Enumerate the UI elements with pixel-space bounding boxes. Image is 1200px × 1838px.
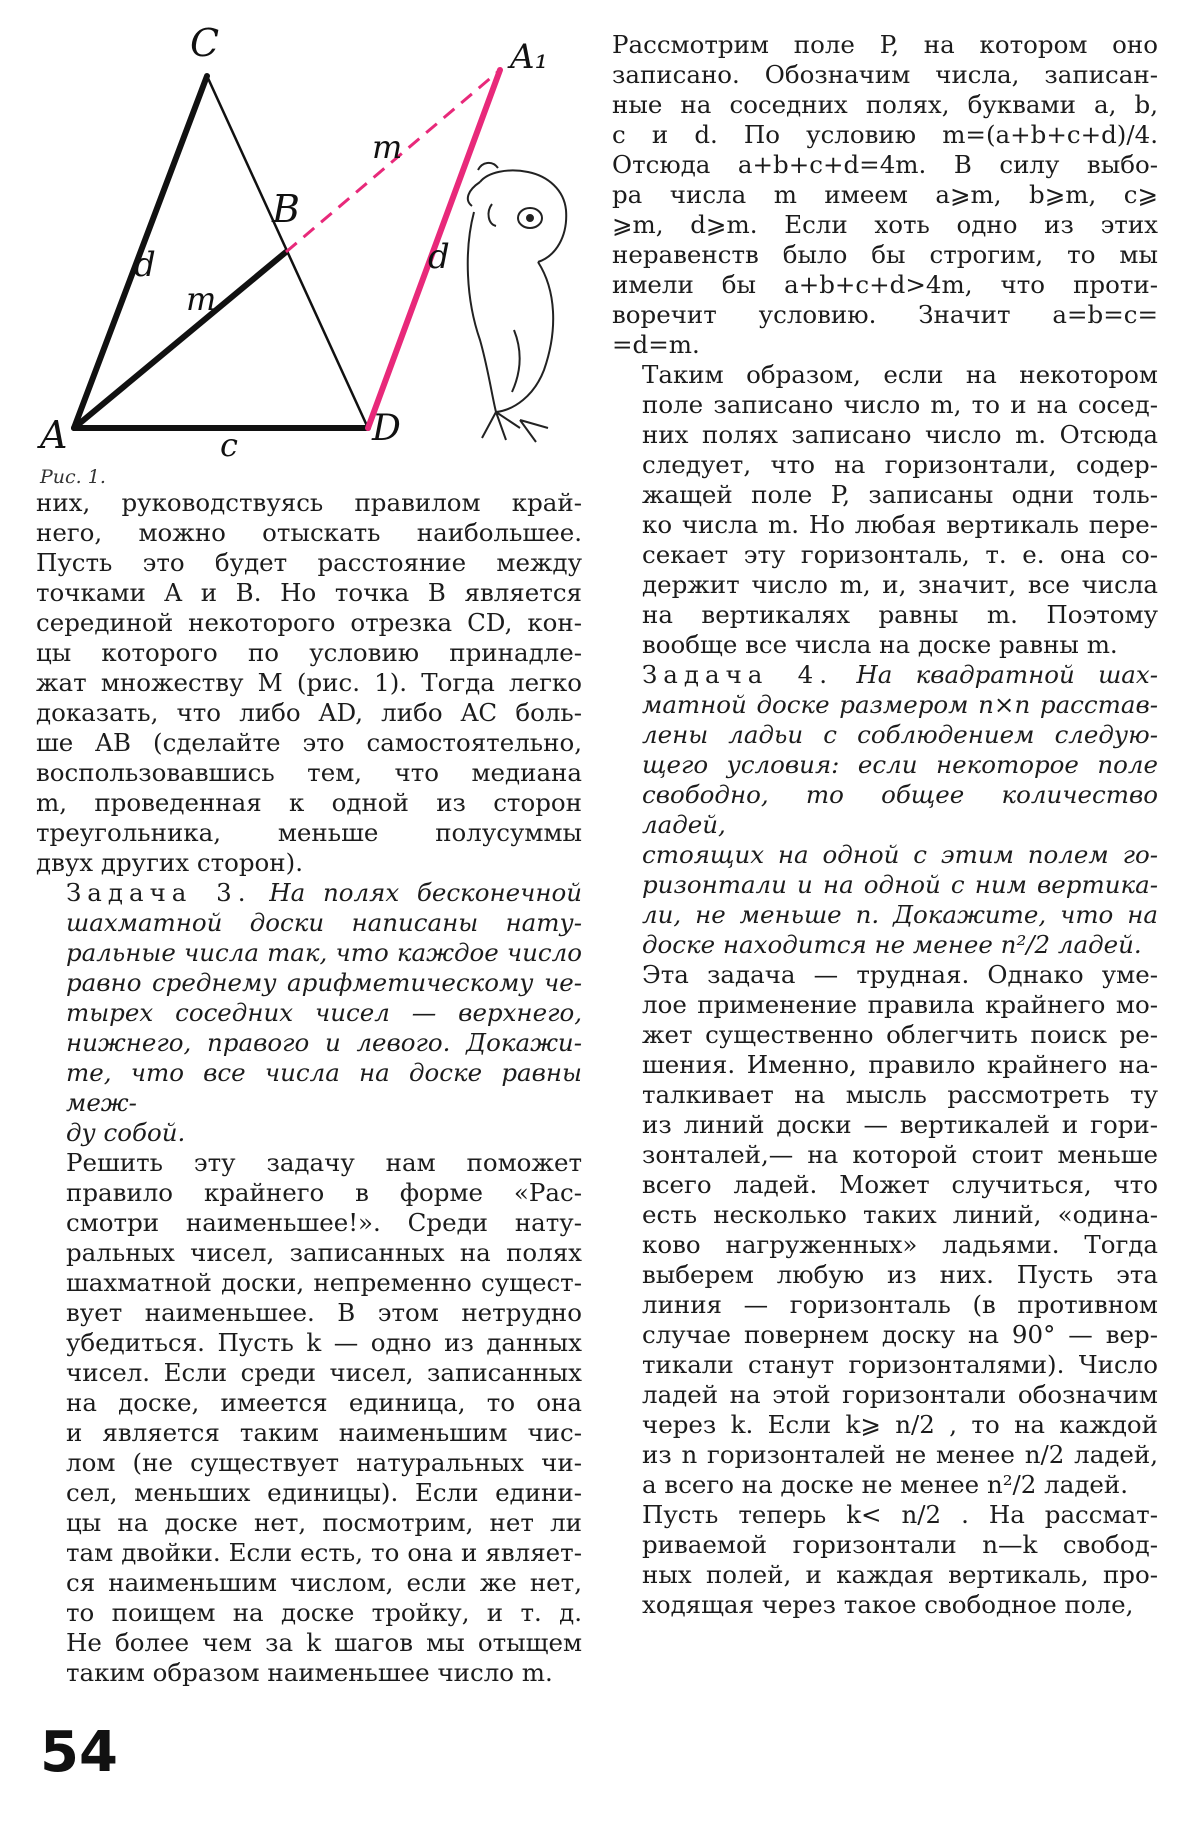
text-line: талкивает на мысль рассмотреть ту [642, 1080, 1158, 1109]
text-line: линия — горизонталь (в противном [642, 1290, 1158, 1319]
text-line: c и d. По условию m=(a+b+c+d)/4. [612, 120, 1158, 149]
text-line: выберем любую из них. Пусть эта [642, 1260, 1158, 1289]
text-line: цы на доске нет, посмотрим, нет ли [66, 1508, 582, 1537]
right-paragraph-1 [612, 30, 1158, 360]
left-paragraph-1 [36, 488, 582, 878]
text-line: вует наименьшее. В этом нетрудно [66, 1298, 582, 1327]
text-line: всего ладей. Может случиться, что [642, 1170, 1158, 1199]
text-line [66, 1058, 582, 1118]
text-line: точками A и B. Но точка B является [36, 578, 582, 607]
label-C: C [190, 21, 220, 65]
text-line: ся наименьшим числом, если же нет, [66, 1568, 582, 1597]
text-line: ные на соседних полях, буквами a, b, [612, 90, 1158, 119]
text-line [642, 690, 1158, 720]
task-4 [612, 660, 1158, 960]
text-line: записано. Обозначим числа, записан- [612, 60, 1158, 89]
task-text: стоящих на одной с этим полем го- [642, 840, 1158, 869]
text-line: ра числа m имеем a⩾m, b⩾m, c⩾ [612, 180, 1158, 209]
text-line: шения. Именно, правило крайнего на- [642, 1050, 1158, 1079]
task-text: матной доске размером n×n расстав- [642, 690, 1158, 719]
text-line: имели бы a+b+c+d>4m, что проти- [612, 270, 1158, 299]
text-line: них полях записано число m. Отсюда [642, 420, 1158, 449]
text-line: лом (не существует натуральных чи- [66, 1448, 582, 1477]
text-line [642, 840, 1158, 870]
text-line [66, 908, 582, 938]
text-line: есть несколько таких линий, «одина- [642, 1200, 1158, 1229]
text-line: риваемой горизонтали n—k свобод- [642, 1530, 1158, 1559]
text-line: Не более чем за k шагов мы отыщем [66, 1628, 582, 1657]
text-line: ладей на этой горизонтали обозначим [642, 1380, 1158, 1409]
text-line: из n горизонталей не менее n/2 ладей, [642, 1440, 1158, 1469]
task-text: ду собой. [66, 1118, 186, 1147]
text-line: неравенств было бы строгим, то мы [612, 240, 1158, 269]
label-m-mid: m [186, 280, 217, 318]
text-line: них, руководствуясь правилом край- [36, 488, 582, 517]
text-line: воспользовавшись тем, что медиана [36, 758, 582, 787]
text-line: сел, меньших единицы). Если едини- [66, 1478, 582, 1507]
text-line: из линий доски — вертикалей и гори- [642, 1110, 1158, 1139]
text-line: доказать, что либо AD, либо AC боль- [36, 698, 582, 727]
text-line: чисел. Если среди чисел, записанных [66, 1358, 582, 1387]
triangle-diagram [36, 0, 582, 488]
text-line [642, 900, 1158, 930]
text-line: двух других сторон). [36, 848, 303, 877]
text-line: Отсюда a+b+c+d=4m. В силу выбо- [612, 150, 1158, 179]
text-line: Пусть это будет расстояние между [36, 548, 582, 577]
text-line: цы которого по условию принадле- [36, 638, 582, 667]
text-line: Решить эту задачу нам поможет [66, 1148, 582, 1177]
task-text: равно среднему арифметическому че- [66, 968, 582, 997]
task-text: щего условия: если некоторое поле [642, 750, 1158, 779]
label-m-top: m [372, 128, 403, 166]
text-line: убедиться. Пусть k — одно из данных [66, 1328, 582, 1357]
text-line [66, 998, 582, 1028]
task-text: ризонтали и на одной с ним вертика- [642, 870, 1158, 899]
text-line [642, 780, 1158, 840]
task-text: доске находится не менее n²/2 ладей. [642, 930, 1142, 959]
task-text: ли, не меньше n. Докажите, что на [642, 900, 1158, 929]
text-line: следует, что на горизонтали, содер- [642, 450, 1158, 479]
text-line: Рассмотрим поле P, на котором оно [612, 30, 1158, 59]
text-line: жат множеству M (рис. 1). Тогда легко [36, 668, 582, 697]
task-text: ральные числа так, что каждое число [66, 938, 582, 967]
task-text: шахматной доски написаны нату- [66, 908, 582, 937]
text-line: секает эту горизонталь, т. е. она со- [642, 540, 1158, 569]
text-line: вообще все числа на доске равны m. [642, 630, 1118, 659]
right-paragraph-4 [612, 960, 1158, 1500]
figure-1 [36, 0, 582, 488]
task-text: свободно, то общее количество ладей, [642, 780, 1158, 839]
label-A1: A₁ [510, 37, 549, 77]
text-line: ных полей, и каждая вертикаль, про- [642, 1560, 1158, 1589]
text-line: ральных чисел, записанных на полях [66, 1238, 582, 1267]
text-line: поле записано число m, то и на сосед- [642, 390, 1158, 419]
text-line [642, 930, 1158, 960]
label-D: D [372, 408, 401, 449]
task-text: нижнего, правого и левого. Докажи- [66, 1028, 582, 1057]
task-label: Задача 4. [642, 660, 834, 689]
text-line: жет существенно облегчить поиск ре- [642, 1020, 1158, 1049]
text-line: то поищем на доске тройку, и т. д. [66, 1598, 582, 1627]
text-line [66, 878, 582, 908]
text-line: Таким образом, если на некотором [642, 360, 1158, 389]
text-line: на доске, имеется единица, то она [66, 1388, 582, 1417]
text-line: и является таким наименьшим чис- [66, 1418, 582, 1447]
figure-caption: Рис. 1. [40, 466, 106, 488]
text-line: m, проведенная к одной из сторон [36, 788, 582, 817]
text-line [66, 938, 582, 968]
text-line: правило крайнего в форме «Рас- [66, 1178, 582, 1207]
label-d-left: d [134, 245, 156, 285]
text-line: зонталей,— на которой стоит меньше [642, 1140, 1158, 1169]
task-text: На полях бесконечной [269, 878, 582, 907]
text-line: через k. Если k⩾ n/2 , то на каждой [642, 1410, 1158, 1439]
task-label: Задача 3. [66, 878, 252, 907]
text-line: Пусть теперь k< n/2 . На рассмат- [642, 1500, 1158, 1529]
label-c: c [220, 426, 238, 464]
text-line: тикали станут горизонталями). Число [642, 1350, 1158, 1379]
text-line [642, 720, 1158, 750]
text-line [642, 660, 1158, 690]
bird-doodle [468, 163, 566, 442]
text-line: серединой некоторого отрезка CD, кон- [36, 608, 582, 637]
text-line [66, 1118, 582, 1148]
text-line [642, 750, 1158, 780]
text-line: а всего на доске не менее n²/2 ладей. [642, 1470, 1129, 1499]
text-line: треугольника, меньше полусуммы [36, 818, 582, 847]
text-line: жащей поле P, записаны одни толь- [642, 480, 1158, 509]
text-line: таким образом наименьшее число m. [66, 1658, 553, 1687]
text-line: шахматной доски, непременно сущест- [66, 1268, 582, 1297]
right-paragraph-2 [612, 360, 1158, 660]
task-text: тырех соседних чисел — верхнего, [66, 998, 582, 1027]
text-line: него, можно отыскать наибольшее. [36, 518, 582, 547]
text-line: лое применение правила крайнего мо- [642, 990, 1158, 1019]
text-line: =d=m. [612, 330, 700, 359]
text-line: случае повернем доску на 90° — вер- [642, 1320, 1158, 1349]
text-line [66, 968, 582, 998]
text-line: ⩾m, d⩾m. Если хоть одно из этих [612, 210, 1158, 239]
left-paragraph-3 [36, 1148, 582, 1688]
text-line: на вертикалях равны m. Поэтому [642, 600, 1158, 629]
right-paragraph-5 [612, 1500, 1158, 1620]
label-B: B [272, 187, 300, 231]
page-number: 54 [40, 1720, 118, 1785]
task-3 [36, 878, 582, 1148]
task-text: На квадратной шах- [856, 660, 1158, 689]
text-line: держит число m, и, значит, все числа [642, 570, 1158, 599]
text-line: смотри наименьшее!». Среди нату- [66, 1208, 582, 1237]
text-line: Эта задача — трудная. Однако уме- [642, 960, 1158, 989]
task-text: те, что все числа на доске равны меж- [66, 1058, 582, 1117]
right-column [612, 30, 1158, 1620]
left-column [36, 0, 582, 1688]
text-line: ше AB (сделайте это самостоятельно, [36, 728, 582, 757]
task-text: лены ладьи с соблюдением следую- [642, 720, 1158, 749]
label-d-right: d [428, 237, 450, 277]
text-line: воречит условию. Значит a=b=c= [612, 300, 1158, 329]
text-line: ково нагруженных» ладьями. Тогда [642, 1230, 1158, 1259]
text-line: ко числа m. Но любая вертикаль пере- [642, 510, 1158, 539]
label-A: A [40, 413, 68, 457]
text-line [66, 1028, 582, 1058]
text-line: ходящая через такое свободное поле, [642, 1590, 1134, 1619]
text-line: там двойки. Если есть, то она и являет- [66, 1538, 582, 1567]
text-line [642, 870, 1158, 900]
